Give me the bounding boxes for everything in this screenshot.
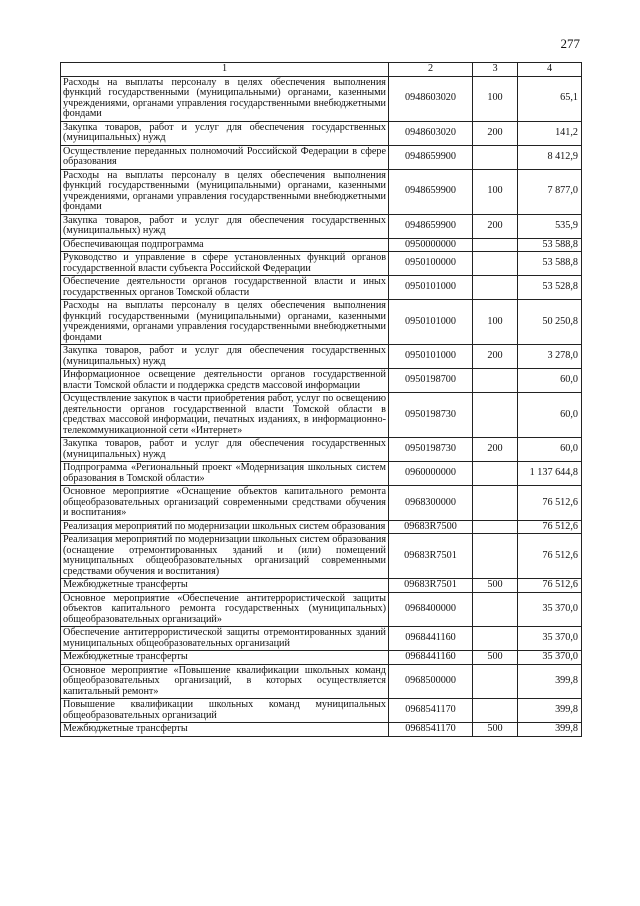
- row-name-cell: Повышение квалификации школьных команд муниципальных общеобразовательных организаций: [61, 699, 389, 723]
- row-sum-cell: 76 512,6: [518, 486, 582, 521]
- column-header-name: 1: [61, 63, 389, 77]
- row-name-cell: Межбюджетные трансферты: [61, 723, 389, 737]
- table-row: [61, 369, 582, 393]
- row-sum-cell: 53 528,8: [518, 276, 582, 300]
- row-sum-cell: 50 250,8: [518, 300, 582, 345]
- row-name-cell: Осуществление переданных полномочий Российской Федерации в сфере образования: [61, 145, 389, 169]
- column-header-sum: 4: [518, 63, 582, 77]
- row-name-cell: Информационное освещение деятельности органов государственной власти Томской области и поддержка средств массовой информации: [61, 369, 389, 393]
- table-row: [61, 592, 582, 627]
- row-sum-cell: 60,0: [518, 393, 582, 438]
- row-type-cell: [473, 462, 518, 486]
- row-name-cell: Межбюджетные трансферты: [61, 579, 389, 593]
- row-sum-cell: 35 370,0: [518, 627, 582, 651]
- budget-table: [60, 62, 582, 737]
- row-code-cell: 0968441160: [389, 627, 473, 651]
- row-code-cell: 0950100000: [389, 252, 473, 276]
- row-sum-cell: 65,1: [518, 76, 582, 121]
- row-name-cell: Основное мероприятие «Обеспечение антитеррористической защиты объектов капитального ремонта государственных (муниципальных) общеобразовательных организаций»: [61, 592, 389, 627]
- row-code-cell: 0950198730: [389, 438, 473, 462]
- row-type-cell: 200: [473, 345, 518, 369]
- row-name-cell: Закупка товаров, работ и услуг для обеспечения государственных (муниципальных) нужд: [61, 345, 389, 369]
- row-type-cell: [473, 592, 518, 627]
- row-type-cell: 100: [473, 169, 518, 214]
- row-type-cell: 500: [473, 723, 518, 737]
- row-sum-cell: 3 278,0: [518, 345, 582, 369]
- row-sum-cell: 399,8: [518, 699, 582, 723]
- row-name-cell: Реализация мероприятий по модернизации школьных систем образования (оснащение отремонтированных зданий и (или) помещений муниципальных общеобразовательных организаций современными средствами обучения и воспитания): [61, 534, 389, 579]
- row-sum-cell: 7 877,0: [518, 169, 582, 214]
- row-name-cell: Закупка товаров, работ и услуг для обеспечения государственных (муниципальных) нужд: [61, 121, 389, 145]
- table-row: [61, 214, 582, 238]
- table-row: [61, 627, 582, 651]
- row-code-cell: 0968541170: [389, 723, 473, 737]
- row-type-cell: 200: [473, 121, 518, 145]
- row-type-cell: 500: [473, 651, 518, 665]
- row-name-cell: Основное мероприятие «Оснащение объектов капитального ремонта общеобразовательных организаций современными средствами обучения и воспитания»: [61, 486, 389, 521]
- table-row: [61, 664, 582, 699]
- row-code-cell: 0950198730: [389, 393, 473, 438]
- table-row: [61, 579, 582, 593]
- row-sum-cell: 76 512,6: [518, 534, 582, 579]
- row-sum-cell: 35 370,0: [518, 592, 582, 627]
- row-sum-cell: 60,0: [518, 438, 582, 462]
- row-code-cell: 0968500000: [389, 664, 473, 699]
- row-name-cell: Расходы на выплаты персоналу в целях обеспечения выполнения функций государственными (муниципальными) органами, казенными учреждениями, органами управления государственными внебюджетными фондами: [61, 169, 389, 214]
- row-sum-cell: 76 512,6: [518, 579, 582, 593]
- row-type-cell: [473, 369, 518, 393]
- table-row: [61, 145, 582, 169]
- row-code-cell: 0960000000: [389, 462, 473, 486]
- row-code-cell: 0950101000: [389, 276, 473, 300]
- row-type-cell: [473, 238, 518, 252]
- row-type-cell: 200: [473, 214, 518, 238]
- row-name-cell: Обеспечение антитеррористической защиты отремонтированных зданий муниципальных общеобразовательных организаций: [61, 627, 389, 651]
- row-code-cell: 0948603020: [389, 76, 473, 121]
- row-code-cell: 0948659900: [389, 145, 473, 169]
- row-name-cell: Расходы на выплаты персоналу в целях обеспечения выполнения функций государственными (муниципальными) органами, казенными учреждениями, органами управления государственными внебюджетными фондами: [61, 300, 389, 345]
- row-sum-cell: 60,0: [518, 369, 582, 393]
- row-name-cell: Основное мероприятие «Повышение квалификации школьных команд общеобразовательных организаций, в которых осуществляется капитальный ремонт»: [61, 664, 389, 699]
- row-code-cell: 0948659900: [389, 169, 473, 214]
- table-row: [61, 699, 582, 723]
- row-code-cell: 0968441160: [389, 651, 473, 665]
- row-name-cell: Расходы на выплаты персоналу в целях обеспечения выполнения функций государственными (муниципальными) органами, казенными учреждениями, органами управления государственными внебюджетными фондами: [61, 76, 389, 121]
- row-code-cell: 0950000000: [389, 238, 473, 252]
- row-code-cell: 09683R7501: [389, 579, 473, 593]
- row-type-cell: [473, 252, 518, 276]
- row-name-cell: Межбюджетные трансферты: [61, 651, 389, 665]
- table-row: [61, 438, 582, 462]
- row-type-cell: 500: [473, 579, 518, 593]
- table-row: [61, 462, 582, 486]
- row-type-cell: [473, 486, 518, 521]
- row-sum-cell: 399,8: [518, 664, 582, 699]
- row-name-cell: Закупка товаров, работ и услуг для обеспечения государственных (муниципальных) нужд: [61, 438, 389, 462]
- row-name-cell: Обеспечивающая подпрограмма: [61, 238, 389, 252]
- table-row: [61, 169, 582, 214]
- table-row: [61, 238, 582, 252]
- table-row: [61, 252, 582, 276]
- row-type-cell: 100: [473, 300, 518, 345]
- row-type-cell: [473, 534, 518, 579]
- row-type-cell: 100: [473, 76, 518, 121]
- row-sum-cell: 399,8: [518, 723, 582, 737]
- row-code-cell: 0968541170: [389, 699, 473, 723]
- table-row: [61, 345, 582, 369]
- row-sum-cell: 535,9: [518, 214, 582, 238]
- row-name-cell: Обеспечение деятельности органов государственной власти и иных государственных органов Томской области: [61, 276, 389, 300]
- row-type-cell: [473, 627, 518, 651]
- row-name-cell: Руководство и управление в сфере установленных функций органов государственной власти субъекта Российской Федерации: [61, 252, 389, 276]
- row-type-cell: [473, 699, 518, 723]
- table-row: [61, 76, 582, 121]
- row-code-cell: 0948659900: [389, 214, 473, 238]
- row-code-cell: 0948603020: [389, 121, 473, 145]
- row-name-cell: Реализация мероприятий по модернизации школьных систем образования: [61, 520, 389, 534]
- row-code-cell: 09683R7501: [389, 534, 473, 579]
- row-sum-cell: 141,2: [518, 121, 582, 145]
- row-code-cell: 0950198700: [389, 369, 473, 393]
- row-sum-cell: 53 588,8: [518, 252, 582, 276]
- table-row: [61, 393, 582, 438]
- row-type-cell: [473, 664, 518, 699]
- row-code-cell: 0968400000: [389, 592, 473, 627]
- row-sum-cell: 8 412,9: [518, 145, 582, 169]
- table-row: [61, 651, 582, 665]
- table-row: [61, 534, 582, 579]
- table-row: [61, 723, 582, 737]
- table-header-row: [61, 63, 582, 77]
- row-sum-cell: 1 137 644,8: [518, 462, 582, 486]
- row-sum-cell: 35 370,0: [518, 651, 582, 665]
- row-type-cell: [473, 276, 518, 300]
- table-row: [61, 276, 582, 300]
- row-name-cell: Осуществление закупок в части приобретения работ, услуг по освещению деятельности органов государственной власти Томской области в средствах массовой информации, печатных изданиях, в информационно-телекоммуникационной сети «Интернет»: [61, 393, 389, 438]
- table-row: [61, 486, 582, 521]
- row-name-cell: Закупка товаров, работ и услуг для обеспечения государственных (муниципальных) нужд: [61, 214, 389, 238]
- budget-table-body: [61, 63, 582, 737]
- row-name-cell: Подпрограмма «Региональный проект «Модернизация школьных систем образования в Томской области»: [61, 462, 389, 486]
- table-row: [61, 520, 582, 534]
- row-code-cell: 0950101000: [389, 300, 473, 345]
- row-type-cell: [473, 145, 518, 169]
- column-header-type: 3: [473, 63, 518, 77]
- table-row: [61, 300, 582, 345]
- table-row: [61, 121, 582, 145]
- row-sum-cell: 76 512,6: [518, 520, 582, 534]
- row-code-cell: 0950101000: [389, 345, 473, 369]
- row-type-cell: [473, 393, 518, 438]
- column-header-code: 2: [389, 63, 473, 77]
- page-number: 277: [560, 36, 580, 51]
- row-type-cell: [473, 520, 518, 534]
- row-code-cell: 09683R7500: [389, 520, 473, 534]
- row-type-cell: 200: [473, 438, 518, 462]
- row-sum-cell: 53 588,8: [518, 238, 582, 252]
- row-code-cell: 0968300000: [389, 486, 473, 521]
